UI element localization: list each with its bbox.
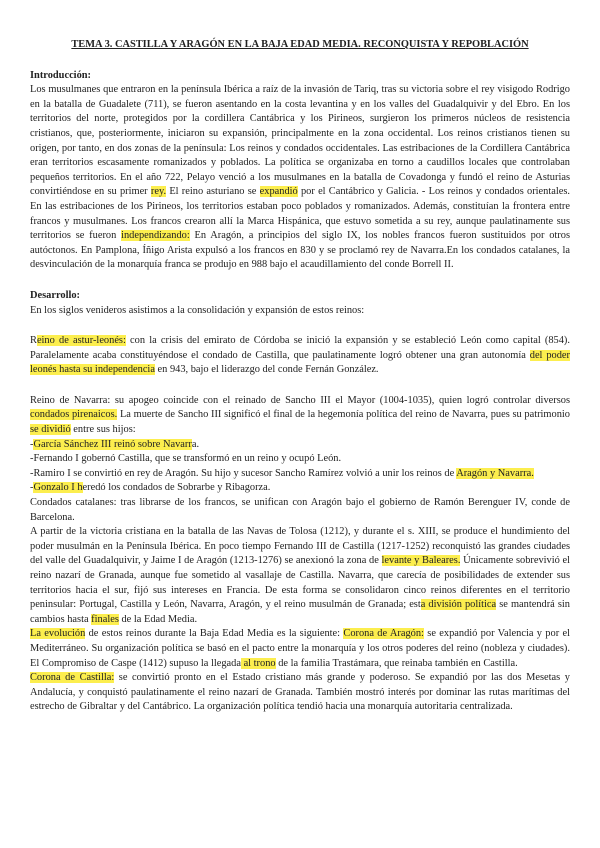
text-run: -Ramiro I se convirtió en rey de Aragón. Su hijo y sucesor Sancho Ramírez volvió a unir los reinos de [30,467,457,479]
text-run: eredó los condados de Sobrarbe y Ribagorza. [82,482,271,494]
highlighted-text: independizando: [121,230,190,242]
text-run: a. [191,438,200,450]
text-run: entre sus hijos: [70,424,136,436]
list-item-ramiro [30,467,570,482]
paragraph-catalanes [30,496,570,525]
text-run: por el Cantábrico y Galicia. - Los reinos y condados orientales. En las estribaciones de los Pirineos, los territorios estaban poco poblados y romanizados. Además, constituían la frontera entre francos y musulmanes. Los francos crearon allí la Marca Hispánica, que estuvo sometida a su rey, aunque paulatinamente sus territorios se fueron [30,186,570,242]
text-run: -Fernando I gobernó Castilla, que se transformó en un reino y ocupó León. [30,453,342,465]
text-run: en 943, bajo el liderazgo del conde Fernán González. [154,364,379,376]
text-run: En Aragón, a principios del siglo IX, los nobles francos fueron sustituidos por otros autóctonos. En Pamplona, Íñigo Arista expulsó a los francos en 830 y se proclamó rey de Navarra.En los condados catalanes, la desvinculación de la monarquía franca se produjo en 988 bajo el acaudillamiento del conde Borrell II. [30,230,570,271]
highlighted-text: La evolución [30,628,86,640]
highlighted-text: Corona de Castilla: [30,672,115,684]
highlighted-text: eino de astur-leonés: [36,335,126,347]
highlighted-text: expandió [259,186,298,198]
text-run: de la familia Trastámara, que reinaba también en Castilla. [275,657,518,669]
intro-paragraph [30,83,570,273]
paragraph-tolosa [30,525,570,627]
list-item-garcia [30,438,570,453]
text-run: de la Edad Media. [118,613,198,625]
text-run: - [30,482,34,494]
highlighted-text: rey. [150,186,167,198]
text-run: A partir de la victoria cristiana en la batalla de las Navas de Tolosa (1212), y durante el s. XIII, se produce el hundimiento del poder musulmán en la Península Ibérica. En poco tiempo Fernando III de Castilla (1217-1252) reconquistó las grandes ciudades del valle del Guadalquivir, y Jaime I de Aragón (1213-1276) se anexionó la zona de [30,526,570,567]
highlighted-text: del poder leonés hasta su independencia [30,349,570,376]
text-run: El reino asturiano se [166,186,260,198]
spacer [30,378,570,394]
desarrollo-heading: Desarrollo: [30,289,81,301]
highlighted-text: Corona de Aragón: [343,628,424,640]
text-run: Únicamente sobrevivió el reino nazarí de Granada, aunque fue sometido al vasallaje de Castilla. Navarra, que carecía de posibilidades de extender sus territorios hacia el sur, fijó sus intereses en Francia. De esta forma se consolidaron cinco reinos diferentes en el territorio peninsular: Portugal, Castilla y León, Navarra, Aragón, y el reino musulmán de Granada; est [30,555,570,611]
highlighted-text: finales [91,613,119,625]
text-run: Condados catalanes: tras librarse de los francos, se unifican con Aragón bajo el gobierno de Ramón Berenguer IV, conde de Barcelona. [30,497,570,523]
desarrollo-intro-line: En los siglos venideros asistimos a la consolidación y expansión de estos reinos: [30,304,365,316]
text-run: R [30,335,37,347]
paragraph-castilla [30,671,570,715]
intro-heading: Introducción: [30,69,92,81]
highlighted-text: a división política [420,599,497,611]
highlighted-text: condados pirenaicos. [30,409,118,421]
paragraph-leon [30,334,570,378]
text-run: Reino de Navarra: su apogeo coincide con el reinado de Sancho III el Mayor (1004-1035), quien logró controlar diversos [30,394,570,406]
text-run: se expandió por Valencia y por el Mediterráneo. Su organización política se basó en el pacto entre la monarquía y los otros poderes del reino (nobleza y ciudades). El Compromiso de Caspe (1412) supuso la llegada [30,628,570,669]
highlighted-text: Aragón y Navarra. [456,467,534,479]
text-run: Los musulmanes que entraron en la península Ibérica a raíz de la invasión de Tariq, tras su victoria sobre el rey visigodo Rodrigo en la batalla de Guadalete (711), se fueron asentando en la costa levantina y en los valles del Guadalquivir y del Ebro. En los territorios del norte, protegidos por la cordillera Cantábrica y los Pirineos, surgieron los primeros núcleos de resistencia cristianos, que, posteriormente, iniciaron su expansión, principalmente en la zona occidental. Los reinos cristianos tienen su origen, por tanto, en dos zonas de la península: Los reinos y condados occidentales. Las estribaciones de la Cordillera Cantábrica eran territorios escasamente romanizados y poblados. La política se organizaba en torno a caudillos locales que controlaban pequeños territorios. En el año 722, Pelayo venció a los musulmanes en la batalla de Covadonga y fundó el reino de Asturias convirtiéndose en su primer [30,84,570,198]
highlighted-text: levante y Baleares. [381,555,461,567]
text-run: de estos reinos durante la Baja Edad Media es la siguiente: [85,628,344,640]
highlighted-text: se dividió [30,424,71,436]
spacer [30,318,570,334]
paragraph-evolucion [30,627,570,671]
text-run: con la crisis del emirato de Córdoba se inició la expansión y se estableció León como capital (854). Paralelamente acaba constituyéndose el condado de Castilla, que paulatinamente logró obtener una gran autonomía [30,335,570,361]
text-run: La muerte de Sancho III significó el final de la hegemonía política del reino de Navarra, pues su patrimonio [117,409,570,421]
page-title: TEMA 3. CASTILLA Y ARAGÓN EN LA BAJA EDAD MEDIA. RECONQUISTA Y REPOBLACIÓN [71,39,529,50]
text-run: - [30,438,34,450]
paragraph-navarra [30,394,570,438]
text-run: se mantendrá sin cambios hasta [30,599,570,625]
text-run: se convirtió pronto en el Estado cristiano más grande y poderoso. Se expandió por las dos Mesetas y Andalucía, y conquistó paulatinamente el reino nazarí de Granada. También mostró interés por dominar las rutas marítimas del estrecho de Gibraltar y del Cantábrico. La organización política tendió hacia una monarquía autoritaria centralizada. [30,672,570,713]
list-item-gonzalo [30,481,570,496]
spacer [30,273,570,289]
highlighted-text: al trono [240,657,276,669]
list-item-fernando [30,452,570,467]
highlighted-text: Gonzalo I h [33,482,83,494]
highlighted-text: García Sánchez III reinó sobre Navarr [33,438,192,450]
